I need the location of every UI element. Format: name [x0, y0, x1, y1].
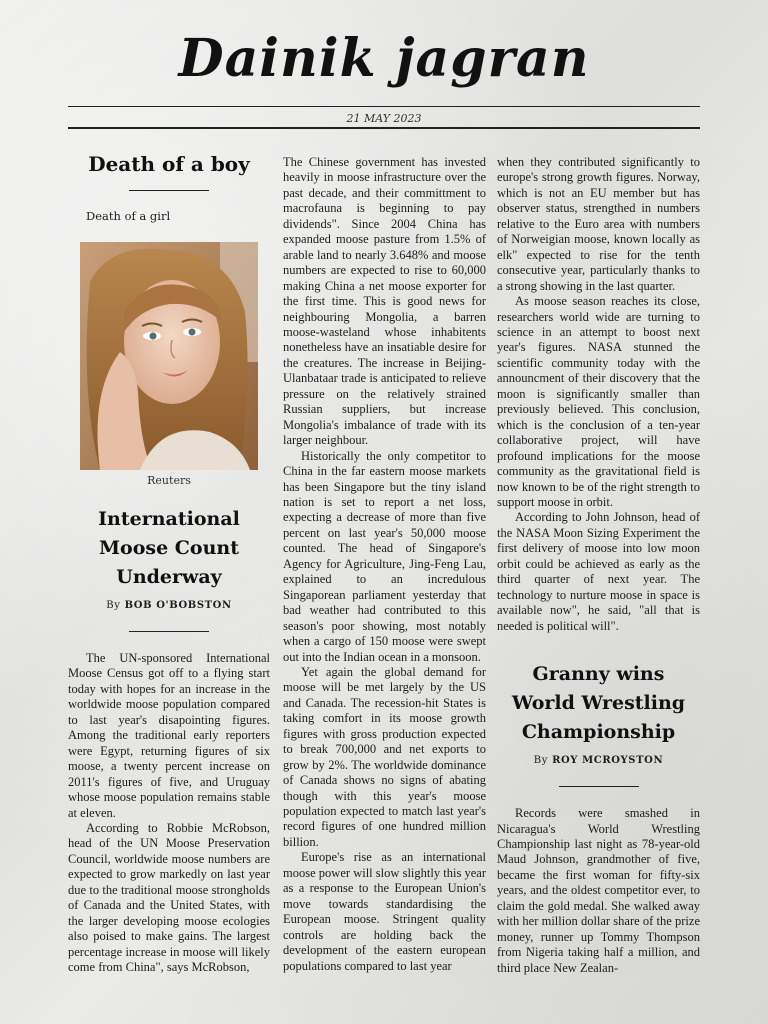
- column-3: [497, 155, 700, 976]
- story1-subhead: Death of a girl: [86, 209, 171, 223]
- story3-headline-line: Championship: [521, 721, 676, 744]
- column-1: [68, 150, 270, 223]
- story2-headline-line: Underway: [116, 566, 222, 588]
- masthead-top-rule: [68, 106, 700, 107]
- story2-headline: [68, 505, 270, 592]
- photo-caption: Reuters: [147, 474, 191, 487]
- portrait-illustration: [80, 242, 258, 470]
- paragraph: Europe's rise as an international moose power will slow slightly this year as a response to the European Union's move towards standardising the European moose. Stringent quality controls are holding back the development of the eastern european populations compared to last year: [283, 850, 486, 973]
- portrait-photo: [80, 242, 258, 470]
- headline-divider: [129, 190, 209, 191]
- paragraph: when they contributed significantly to europe's strong growth figures. Norway, which is not an EU member but has observer status, strengthed in numbers relative to the Euro area with numbers of Norweigian moose, known locally as elk" expected to rise for the tenth consecutive year, particularly thanks to a strong showing in the last quarter.: [497, 155, 700, 293]
- headline-divider: [559, 786, 639, 787]
- paragraph: Yet again the global demand for moose will be met largely by the US and Canada. The recession-hit States is taking comfort in its moose growth figures with gross production expected to break 700,000 and net exports to grow by 2%. The worldwide dominance of Canada shows no signs of abating though with this year's moose population expected to match last year's record figures of one hundred million billion.: [283, 664, 486, 849]
- story1-headline: Death of a boy: [88, 152, 250, 176]
- story2-body-col3: [497, 155, 700, 634]
- paragraph: Historically the only competitor to China in the far eastern moose markets has been Singapore but the tiny island nation is set to report a net loss, expecting a decrease of more than five percent on last year's 50,000 moose counted. The head of Singapore's Agency for Agriculture, Jing-Feng Lau, explained to an incredulous Singaporean parliament yesterday that bad weather had contributed to this season's poor showing, most notably when a cargo of 150 moose were swept out into the Indian ocean in a monsoon.: [283, 448, 486, 664]
- story3-body: [497, 806, 700, 976]
- paragraph: Records were smashed in Nicaragua's World Wrestling Championship last night as 78-year-old Maud Johnson, grandmother of five, became the first woman for fifty-six years, and the oldest competitor ever, to claim the gold medal. She walked away with her million dollar share of the prize money, runner up Tommy Thompson from Nigeria taking half a million, and third place New Zealan-: [497, 806, 700, 975]
- story3-headline-line: Granny wins: [532, 663, 665, 686]
- paragraph: The Chinese government has invested heavily in moose infrastructure over the past decade, and their committment to macrofauna is beginning to pay dividends". Since 2004 China has expanded moose pasture from 1.5% of arable land to nearly 3.648% and moose numbers are expected to rise to 60,000 making China a net moose exporter for the first time. This is good news for neighbouring Mongolia, a barren moose-wasteland whose inhabitents nonetheless have an insatiable desire for the creatures. The increase in Beijing-Ulanbataar trade is anticipated to relieve pressure on the relatively strained Russian suppliers, but increase Mongolia's imbalance of trade with its larger neighbour.: [283, 155, 486, 448]
- newspaper-masthead: Dainik jagran: [178, 28, 590, 89]
- story2-body-col2: [283, 155, 486, 974]
- masthead-bottom-rule: [68, 127, 700, 129]
- byline-prefix: By: [533, 755, 548, 767]
- byline-prefix: By: [106, 600, 121, 611]
- dateline: 21 MAY 2023: [346, 112, 422, 125]
- story3-headline: [497, 660, 700, 747]
- paragraph: According to John Johnson, head of the NASA Moon Sizing Experiment the first delivery of moose into low moon orbit could be achieved as early as the third quarter of next year. The technology to nurture moose in space is available now", he said, "all that is needed is political will".: [497, 510, 700, 633]
- column-2: [283, 155, 486, 974]
- paragraph: As moose season reaches its close, researchers world wide are turning to science in an attempt to boost next year's figures. NASA stunned the scientific community today with the announcment of their discovery that the moon is significantly smaller than previously believed. This conclusion, which is the conclusion of a ten-year collaborative project, will have profound implications for the moose community as the gravitational field is now known to be of the right strength to support moose in orbit.: [497, 294, 700, 509]
- paragraph: The UN-sponsored International Moose Census got off to a flying start today with hopes for an increase in the worldwide moose population compared to last year's disapointing figures. Among the traditional early reporters were Egypt, returning figures of six moose, a twenty percent increase on 2011's figures of five, and Uruguay whose moose population remains stable at eleven.: [68, 651, 270, 820]
- story2-headline-line: Moose Count: [99, 537, 239, 559]
- story3-byline: [497, 755, 700, 766]
- story2-headline-line: International: [98, 508, 240, 530]
- byline-name: BOB O'BOBSTON: [124, 600, 232, 611]
- paragraph: According to Robbie McRobson, head of the UN Moose Preservation Council, worldwide moose numbers are expected to grow markedly on last year due to the traditional moose strongholds of Canada and the United States, with the larger developing moose ecologies also poised to make gains. The largest percentage increase in moose will likely come from China", says McRobson,: [68, 820, 270, 975]
- column-1-lower: [68, 505, 270, 976]
- byline-name: ROY MCROYSTON: [552, 755, 664, 767]
- story2-body-col1: [68, 651, 270, 976]
- story2-byline: [68, 600, 270, 611]
- story3-headline-line: World Wrestling: [511, 692, 686, 715]
- headline-divider: [129, 631, 209, 632]
